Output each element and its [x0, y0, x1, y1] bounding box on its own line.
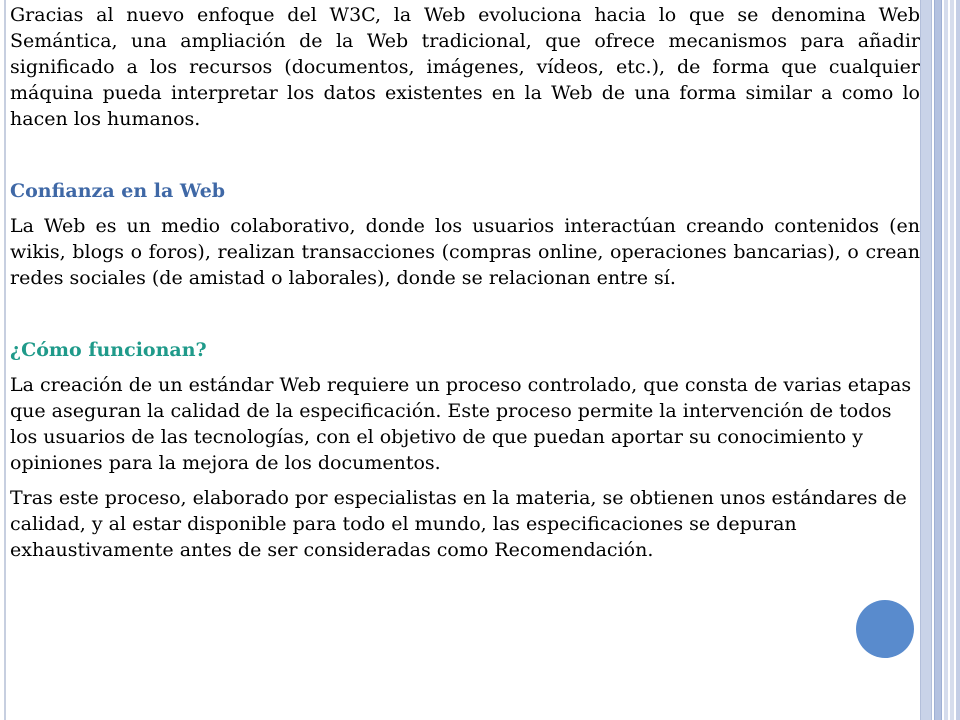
- paragraph-collaborative-web: La Web es un medio colaborativo, donde los usuarios interactúan creando contenidos (en wikis, blogs o foros), realizan transacciones (compras online, operaciones bancarias), o crean redes sociales (de amistad o laborales), donde se relacionan entre sí.: [10, 215, 920, 289]
- paragraph-standard-process: La creación de un estándar Web requiere un proceso controlado, que consta de varias etapas que aseguran la calidad de la especificación. Este proceso permite la intervención de todos los usuarios de las tecnologías, con el objetivo de que puedan aportar su conocimiento y opiniones para la mejora de los documentos.: [10, 374, 912, 474]
- border-stripe: [920, 0, 932, 720]
- border-stripe: [944, 0, 948, 720]
- decorative-circle: [856, 600, 914, 658]
- paragraph-recommendation: Tras este proceso, elaborado por especialistas en la materia, se obtienen unos estándares de calidad, y al estar disponible para todo el mundo, las especificaciones se depuran exhaustivamente antes de ser consideradas como Recomendación.: [10, 487, 907, 561]
- slide-content: [10, 2, 920, 563]
- border-stripe: [934, 0, 942, 720]
- paragraph-semantic-web: Gracias al nuevo enfoque del W3C, la Web evoluciona hacia lo que se denomina Web Semántica, una ampliación de la Web tradicional, que ofrece mecanismos para añadir significado a los recursos (documentos, imágenes, vídeos, etc.), de forma que cualquier máquina pueda interpretar los datos existentes en la Web de una forma similar a como lo hacen los humanos.: [10, 4, 920, 130]
- border-stripe: [950, 0, 954, 720]
- decorative-right-border: [920, 0, 960, 720]
- left-margin-rule: [4, 0, 6, 720]
- heading-como-funcionan: ¿Cómo funcionan?: [10, 339, 207, 361]
- border-stripe: [956, 0, 960, 720]
- heading-confianza: Confianza en la Web: [10, 180, 226, 202]
